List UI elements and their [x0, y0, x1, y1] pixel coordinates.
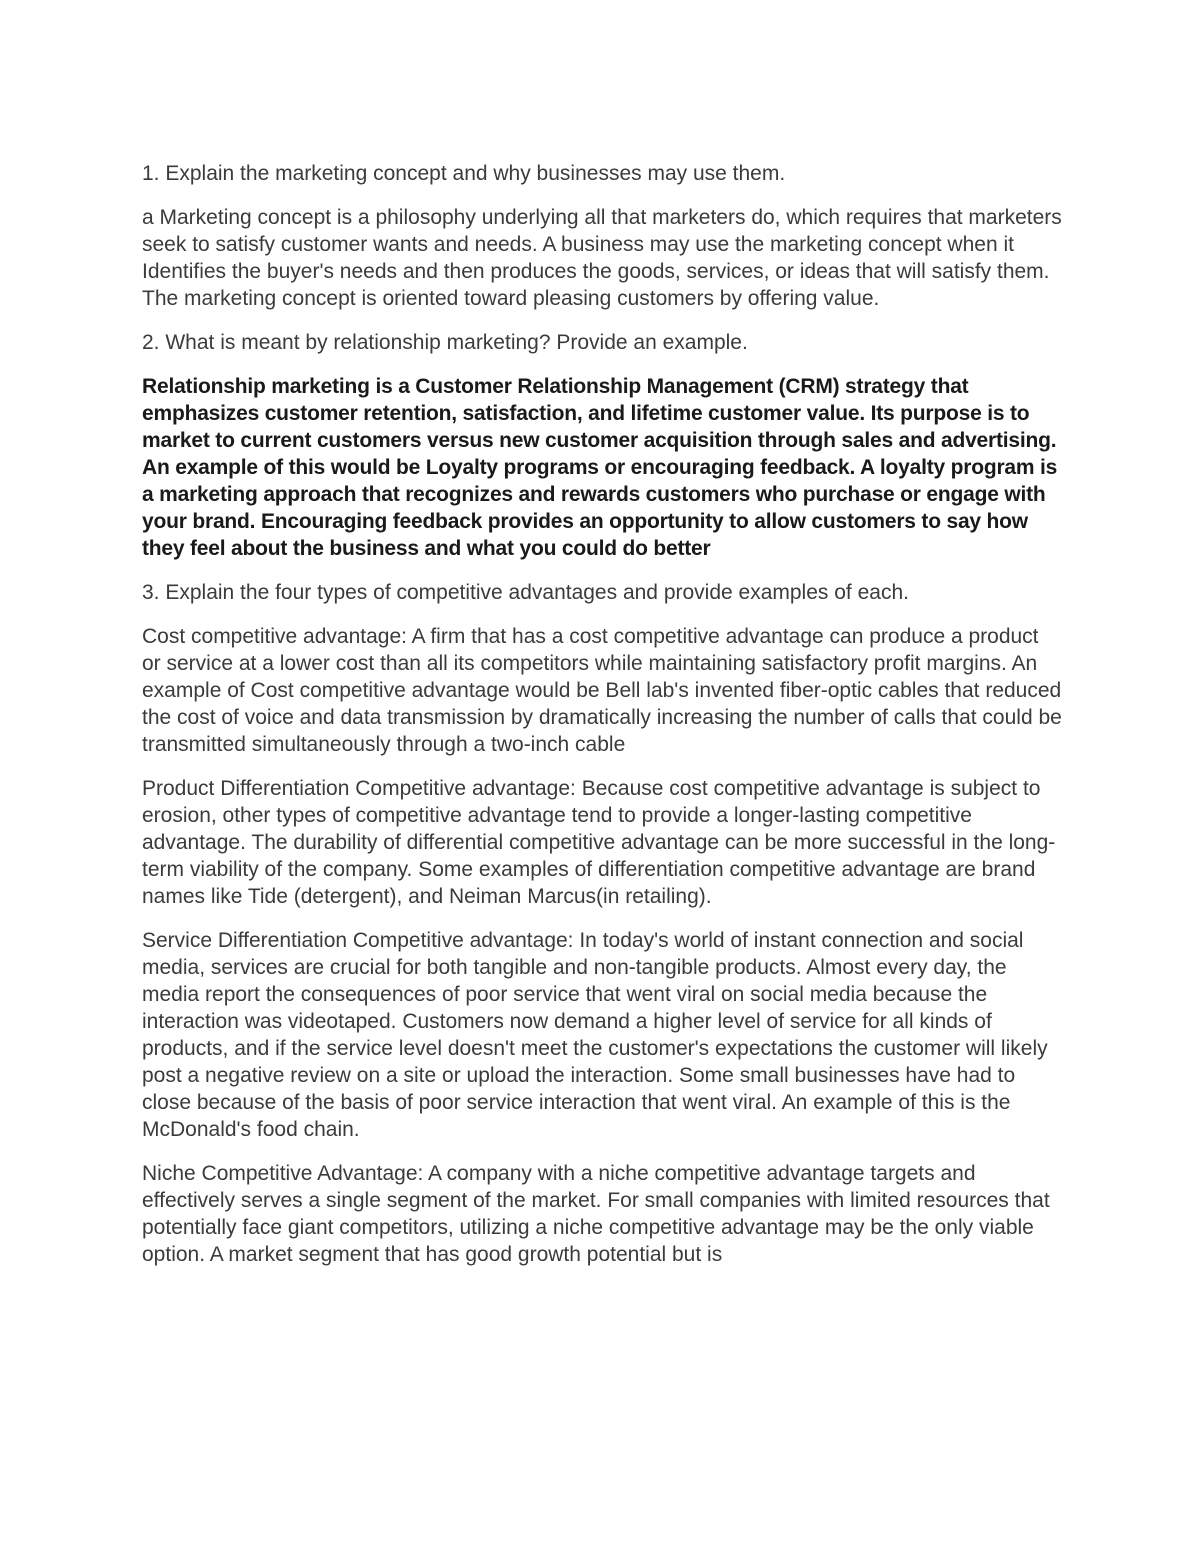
answer-1: a Marketing concept is a philosophy underlying all that marketers do, which requires that marketers seek to satisfy customer wants and needs. A business may use the marketing concept when it Identifies the buyer's needs and then produces the goods, services, or ideas that will satisfy them. The marketing concept is oriented toward pleasing customers by offering value.	[142, 206, 1062, 310]
document-body	[142, 160, 1062, 1285]
question-1: 1. Explain the marketing concept and why businesses may use them.	[142, 162, 786, 185]
answer-3-niche-advantage: Niche Competitive Advantage: A company with a niche competitive advantage targets and effectively serves a single segment of the market. For small companies with limited resources that potentially face giant competitors, utilizing a niche competitive advantage may be the only viable option. A market segment that has good growth potential but is	[142, 1162, 1050, 1266]
answer-3-product-differentiation: Product Differentiation Competitive advantage: Because cost competitive advantage is subject to erosion, other types of competitive advantage tend to provide a longer-lasting competitive advantage. The durability of differential competitive advantage can be more successful in the long-term viability of the company. Some examples of differentiation competitive advantage are brand names like Tide (detergent), and Neiman Marcus(in retailing).	[142, 777, 1056, 908]
question-3: 3. Explain the four types of competitive advantages and provide examples of each.	[142, 581, 909, 604]
answer-3-service-differentiation: Service Differentiation Competitive advantage: In today's world of instant connection and social media, services are crucial for both tangible and non-tangible products. Almost every day, the media report the consequences of poor service that went viral on social media because the interaction was videotaped. Customers now demand a higher level of service for all kinds of products, and if the service level doesn't meet the customer's expectations the customer will likely post a negative review on a site or upload the interaction. Some small businesses have had to close because of the basis of poor service interaction that went viral. An example of this is the McDonald's food chain.	[142, 929, 1048, 1141]
question-2: 2. What is meant by relationship marketing? Provide an example.	[142, 331, 748, 354]
answer-2: Relationship marketing is a Customer Relationship Management (CRM) strategy that emphasizes customer retention, satisfaction, and lifetime customer value. Its purpose is to market to current customers versus new customer acquisition through sales and advertising. An example of this would be Loyalty programs or encouraging feedback. A loyalty program is a marketing approach that recognizes and rewards customers who purchase or engage with your brand. Encouraging feedback provides an opportunity to allow customers to say how they feel about the business and what you could do better	[142, 375, 1058, 560]
answer-3-cost-advantage: Cost competitive advantage: A firm that has a cost competitive advantage can produce a product or service at a lower cost than all its competitors while maintaining satisfactory profit margins. An example of Cost competitive advantage would be Bell lab's invented fiber-optic cables that reduced the cost of voice and data transmission by dramatically increasing the number of calls that could be transmitted simultaneously through a two-inch cable	[142, 625, 1062, 756]
